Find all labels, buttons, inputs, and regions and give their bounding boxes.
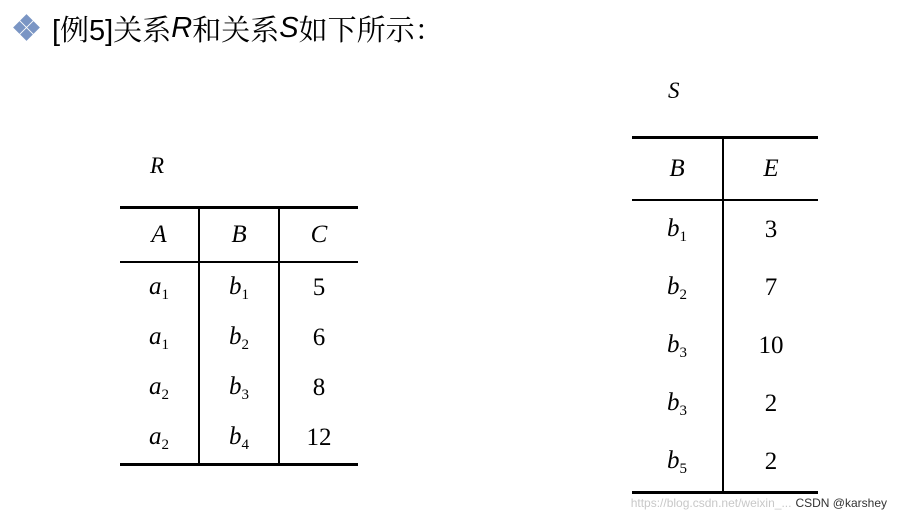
cell-variable: $b_2$ xyxy=(229,322,249,353)
cell-variable: $b_1$ xyxy=(229,272,249,303)
table-cell xyxy=(632,317,723,375)
cell-value: 8 xyxy=(312,374,326,401)
cell-subscript: 5 xyxy=(679,460,687,477)
table-cell xyxy=(723,259,818,317)
table-row xyxy=(120,413,358,465)
cell-subscript: 1 xyxy=(161,286,169,303)
cell-value: 2 xyxy=(764,448,778,475)
cell-variable: $b_5$ xyxy=(667,446,687,477)
cell-subscript: 1 xyxy=(241,286,249,303)
cell-subscript: 3 xyxy=(679,402,687,419)
cell-variable: $b_3$ xyxy=(667,388,687,419)
column-header: A xyxy=(120,208,199,263)
relation-s-name: S xyxy=(668,78,680,103)
cell-subscript: 3 xyxy=(241,386,249,403)
table-cell xyxy=(120,413,199,465)
table-row xyxy=(632,375,818,433)
cell-subscript: 2 xyxy=(161,436,169,453)
slide-title xyxy=(14,8,444,48)
cell-variable: $b_4$ xyxy=(229,422,249,453)
cell-subscript: 2 xyxy=(679,286,687,303)
table-cell xyxy=(199,313,279,363)
cell-variable: $a_2$ xyxy=(149,422,169,453)
table-cell xyxy=(199,363,279,413)
cell-value: 7 xyxy=(764,274,778,301)
relation-s-table xyxy=(632,136,818,494)
table-cell xyxy=(199,413,279,465)
table-cell xyxy=(723,375,818,433)
cell-value: 5 xyxy=(312,274,326,301)
cell-subscript: 4 xyxy=(241,436,249,453)
cell-subscript: 2 xyxy=(241,336,249,353)
cell-subscript: 1 xyxy=(679,228,687,245)
table-row xyxy=(632,200,818,259)
title-middle: 和关系 xyxy=(192,14,280,47)
title-relation-r: R xyxy=(171,11,193,44)
table-cell xyxy=(632,200,723,259)
table-header-row xyxy=(120,208,358,263)
table-cell xyxy=(279,262,358,313)
table-cell xyxy=(632,375,723,433)
table-row xyxy=(120,363,358,413)
table-row xyxy=(120,262,358,313)
table-cell xyxy=(199,262,279,313)
cell-variable: $b_3$ xyxy=(667,330,687,361)
watermark xyxy=(631,496,887,510)
title-relation-s: S xyxy=(279,11,299,44)
table-row xyxy=(632,317,818,375)
cell-value: 3 xyxy=(764,216,778,243)
relation-r-name: R xyxy=(150,153,165,178)
table-row xyxy=(120,313,358,363)
cell-value: 6 xyxy=(312,324,326,351)
table-cell xyxy=(279,363,358,413)
table-cell xyxy=(632,259,723,317)
cell-variable: $b_2$ xyxy=(667,272,687,303)
table-row xyxy=(632,433,818,493)
watermark-text: CSDN @karshey xyxy=(795,496,887,510)
cell-variable: $b_3$ xyxy=(229,372,249,403)
cell-value: 12 xyxy=(306,424,332,451)
table-cell xyxy=(279,313,358,363)
watermark-url: https://blog.csdn.net/weixin_... xyxy=(630,496,792,510)
cell-subscript: 1 xyxy=(161,336,169,353)
cell-value: 2 xyxy=(764,390,778,417)
table-cell xyxy=(723,433,818,493)
table-cell xyxy=(279,413,358,465)
cell-variable: $b_1$ xyxy=(667,214,687,245)
cell-variable: $a_1$ xyxy=(149,322,169,353)
table-cell xyxy=(723,317,818,375)
column-header: B xyxy=(199,208,279,263)
cell-subscript: 3 xyxy=(679,344,687,361)
column-header: C xyxy=(310,221,328,248)
cell-variable: $a_1$ xyxy=(149,272,169,303)
cell-variable: $a_2$ xyxy=(149,372,169,403)
table-cell xyxy=(632,433,723,493)
relation-r-table xyxy=(120,206,358,466)
table-cell xyxy=(723,200,818,259)
table-cell xyxy=(120,262,199,313)
cell-value: 10 xyxy=(758,332,784,359)
title-prefix: [例5]关系 xyxy=(52,14,172,47)
table-header-row xyxy=(632,138,818,201)
diamond-bullet-icon xyxy=(14,15,40,41)
table-cell xyxy=(120,313,199,363)
title-suffix: 如下所示： xyxy=(298,14,444,47)
column-header: E xyxy=(763,155,779,182)
column-header: B xyxy=(632,138,723,201)
table-cell xyxy=(120,363,199,413)
table-row xyxy=(632,259,818,317)
cell-subscript: 2 xyxy=(161,386,169,403)
